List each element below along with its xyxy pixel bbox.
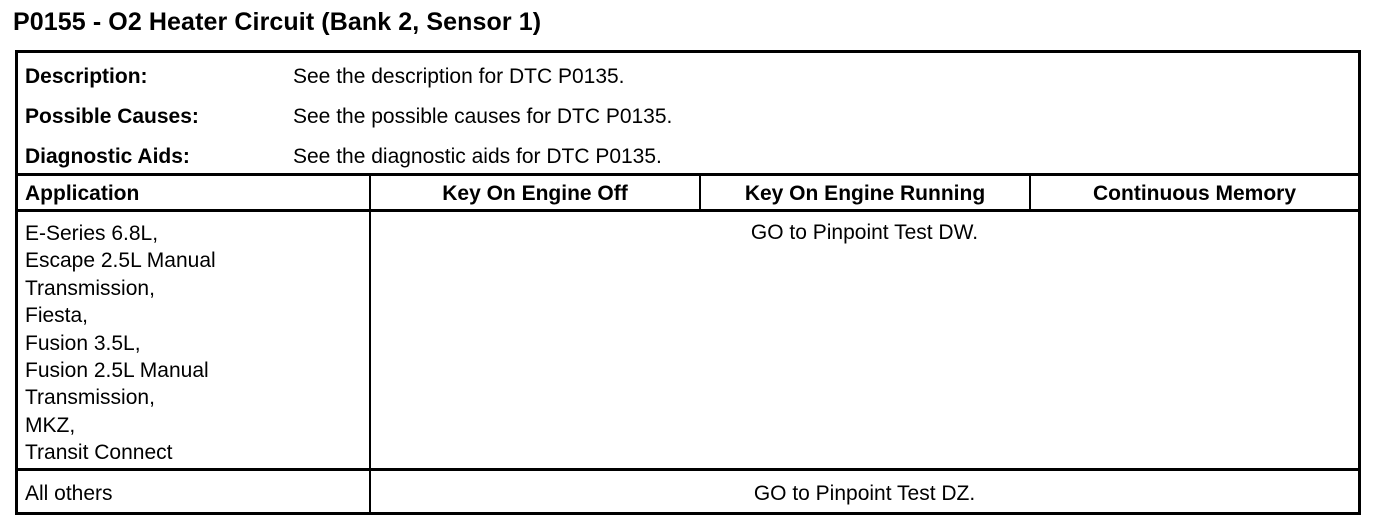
action-pinpoint-test-dz: GO to Pinpoint Test DZ. xyxy=(753,482,976,505)
possible-causes-value: See the possible causes for DTC P0135. xyxy=(293,105,673,128)
application-item: Fusion 2.5L Manual xyxy=(25,359,209,383)
action-pinpoint-test-dw: GO to Pinpoint Test DW. xyxy=(750,221,979,244)
diagnostic-aids-value: See the diagnostic aids for DTC P0135. xyxy=(293,145,662,168)
application-item: Transmission, xyxy=(25,276,155,300)
divider xyxy=(18,173,1358,176)
page-title: P0155 - O2 Heater Circuit (Bank 2, Sensor 1) xyxy=(13,8,542,36)
description-value: See the description for DTC P0135. xyxy=(293,65,625,88)
application-item: MKZ, xyxy=(25,413,76,437)
application-item: Transit Connect xyxy=(25,441,173,465)
possible-causes-label: Possible Causes: xyxy=(25,105,199,128)
header-continuous-memory: Continuous Memory xyxy=(1093,182,1296,205)
header-application: Application xyxy=(25,182,140,205)
application-item: Transmission, xyxy=(25,386,155,410)
application-list xyxy=(25,220,216,467)
application-item: E-Series 6.8L, xyxy=(25,222,159,245)
description-label: Description: xyxy=(25,65,148,88)
application-item: Fusion 3.5L, xyxy=(25,331,141,355)
dtc-table xyxy=(15,50,1361,515)
header-key-on-engine-off: Key On Engine Off xyxy=(442,182,628,205)
application-item: Escape 2.5L Manual xyxy=(25,249,216,273)
application-item-all-others: All others xyxy=(25,482,113,505)
diagnostic-aids-label: Diagnostic Aids: xyxy=(25,145,190,168)
header-key-on-engine-running: Key On Engine Running xyxy=(744,182,986,205)
divider xyxy=(18,468,1358,471)
application-item: Fiesta, xyxy=(25,304,89,328)
